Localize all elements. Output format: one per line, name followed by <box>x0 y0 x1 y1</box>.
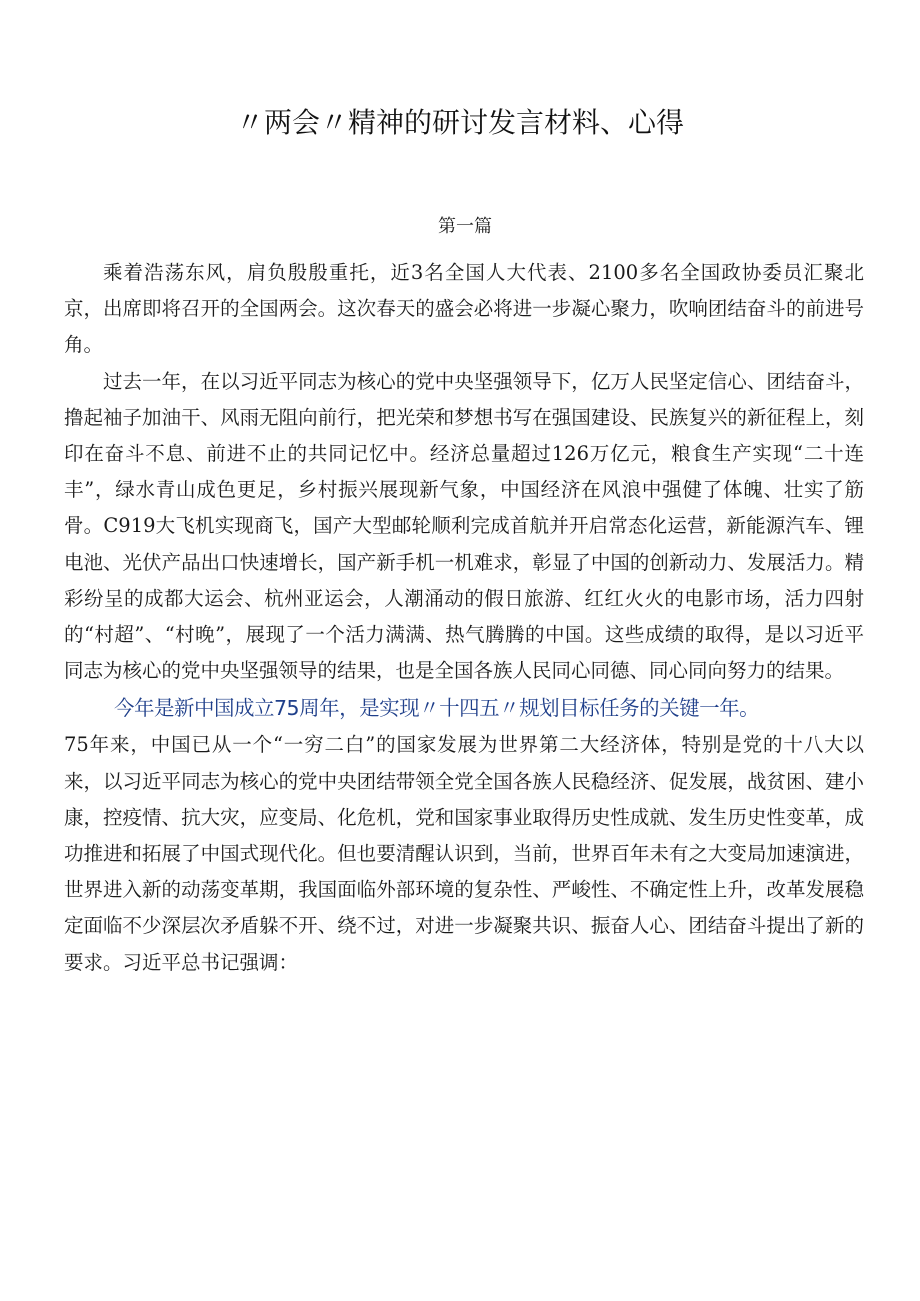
document-title: 〃两会〃精神的研讨发言材料、心得 <box>235 106 684 139</box>
document-body <box>64 255 864 981</box>
highlighted-sentence: 今年是新中国成立75周年，是实现〃十四五〃规划目标任务的关键一年。 <box>114 696 760 721</box>
paragraph-3: 75年来，中国已从一个“一穷二白”的国家发展为世界第二大经济体，特别是党的十八大以来，以习近平同志为核心的党中央团结带领全党全国各族人民稳经济、促发展，战贫困、建小康，控疫情、抗大灾，应变局、化危机，党和国家事业取得历史性成就、发生历史性变革，成功推进和拓展了中国式现代化。但也要清醒认识到，当前，世界百年未有之大变局加速演进，世界进入新的动荡变革期，我国面临外部环境的复杂性、严峻性、不确定性上升，改革发展稳定面临不少深层次矛盾躲不开、绕不过，对进一步凝聚共识、振奋人心、团结奋斗提出了新的要求。习近平总书记强调： <box>64 733 864 974</box>
section-heading: 第一篇 <box>438 216 492 237</box>
paragraph-2: 过去一年，在以习近平同志为核心的党中央坚强领导下，亿万人民坚定信心、团结奋斗，撸起袖子加油干、风雨无阻向前行，把光荣和梦想书写在强国建设、民族复兴的新征程上，刻印在奋斗不息、前进不止的共同记忆中。经济总量超过126万亿元，粮食生产实现“二十连丰”，绿水青山成色更足，乡村振兴展现新气象，中国经济在风浪中强健了体魄、壮实了筋骨。C919大飞机实现商飞，国产大型邮轮顺利完成首航并开启常态化运营，新能源汽车、锂电池、光伏产品出口快速增长，国产新手机一机难求，彰显了中国的创新动力、发展活力。精彩纷呈的成都大运会、杭州亚运会，人潮涌动的假日旅游、红红火火的电影市场，活力四射的“村超”、“村晚”，展现了一个活力满满、热气腾腾的中国。这些成绩的取得，是以习近平同志为核心的党中央坚强领导的结果，也是全国各族人民同心同德、同心同向努力的结果。 <box>64 369 864 683</box>
paragraph-1: 乘着浩荡东风，肩负殷殷重托，近3名全国人大代表、2100多名全国政协委员汇聚北京，出席即将召开的全国两会。这次春天的盛会必将进一步凝心聚力，吹响团结奋斗的前进号角。 <box>64 261 864 357</box>
